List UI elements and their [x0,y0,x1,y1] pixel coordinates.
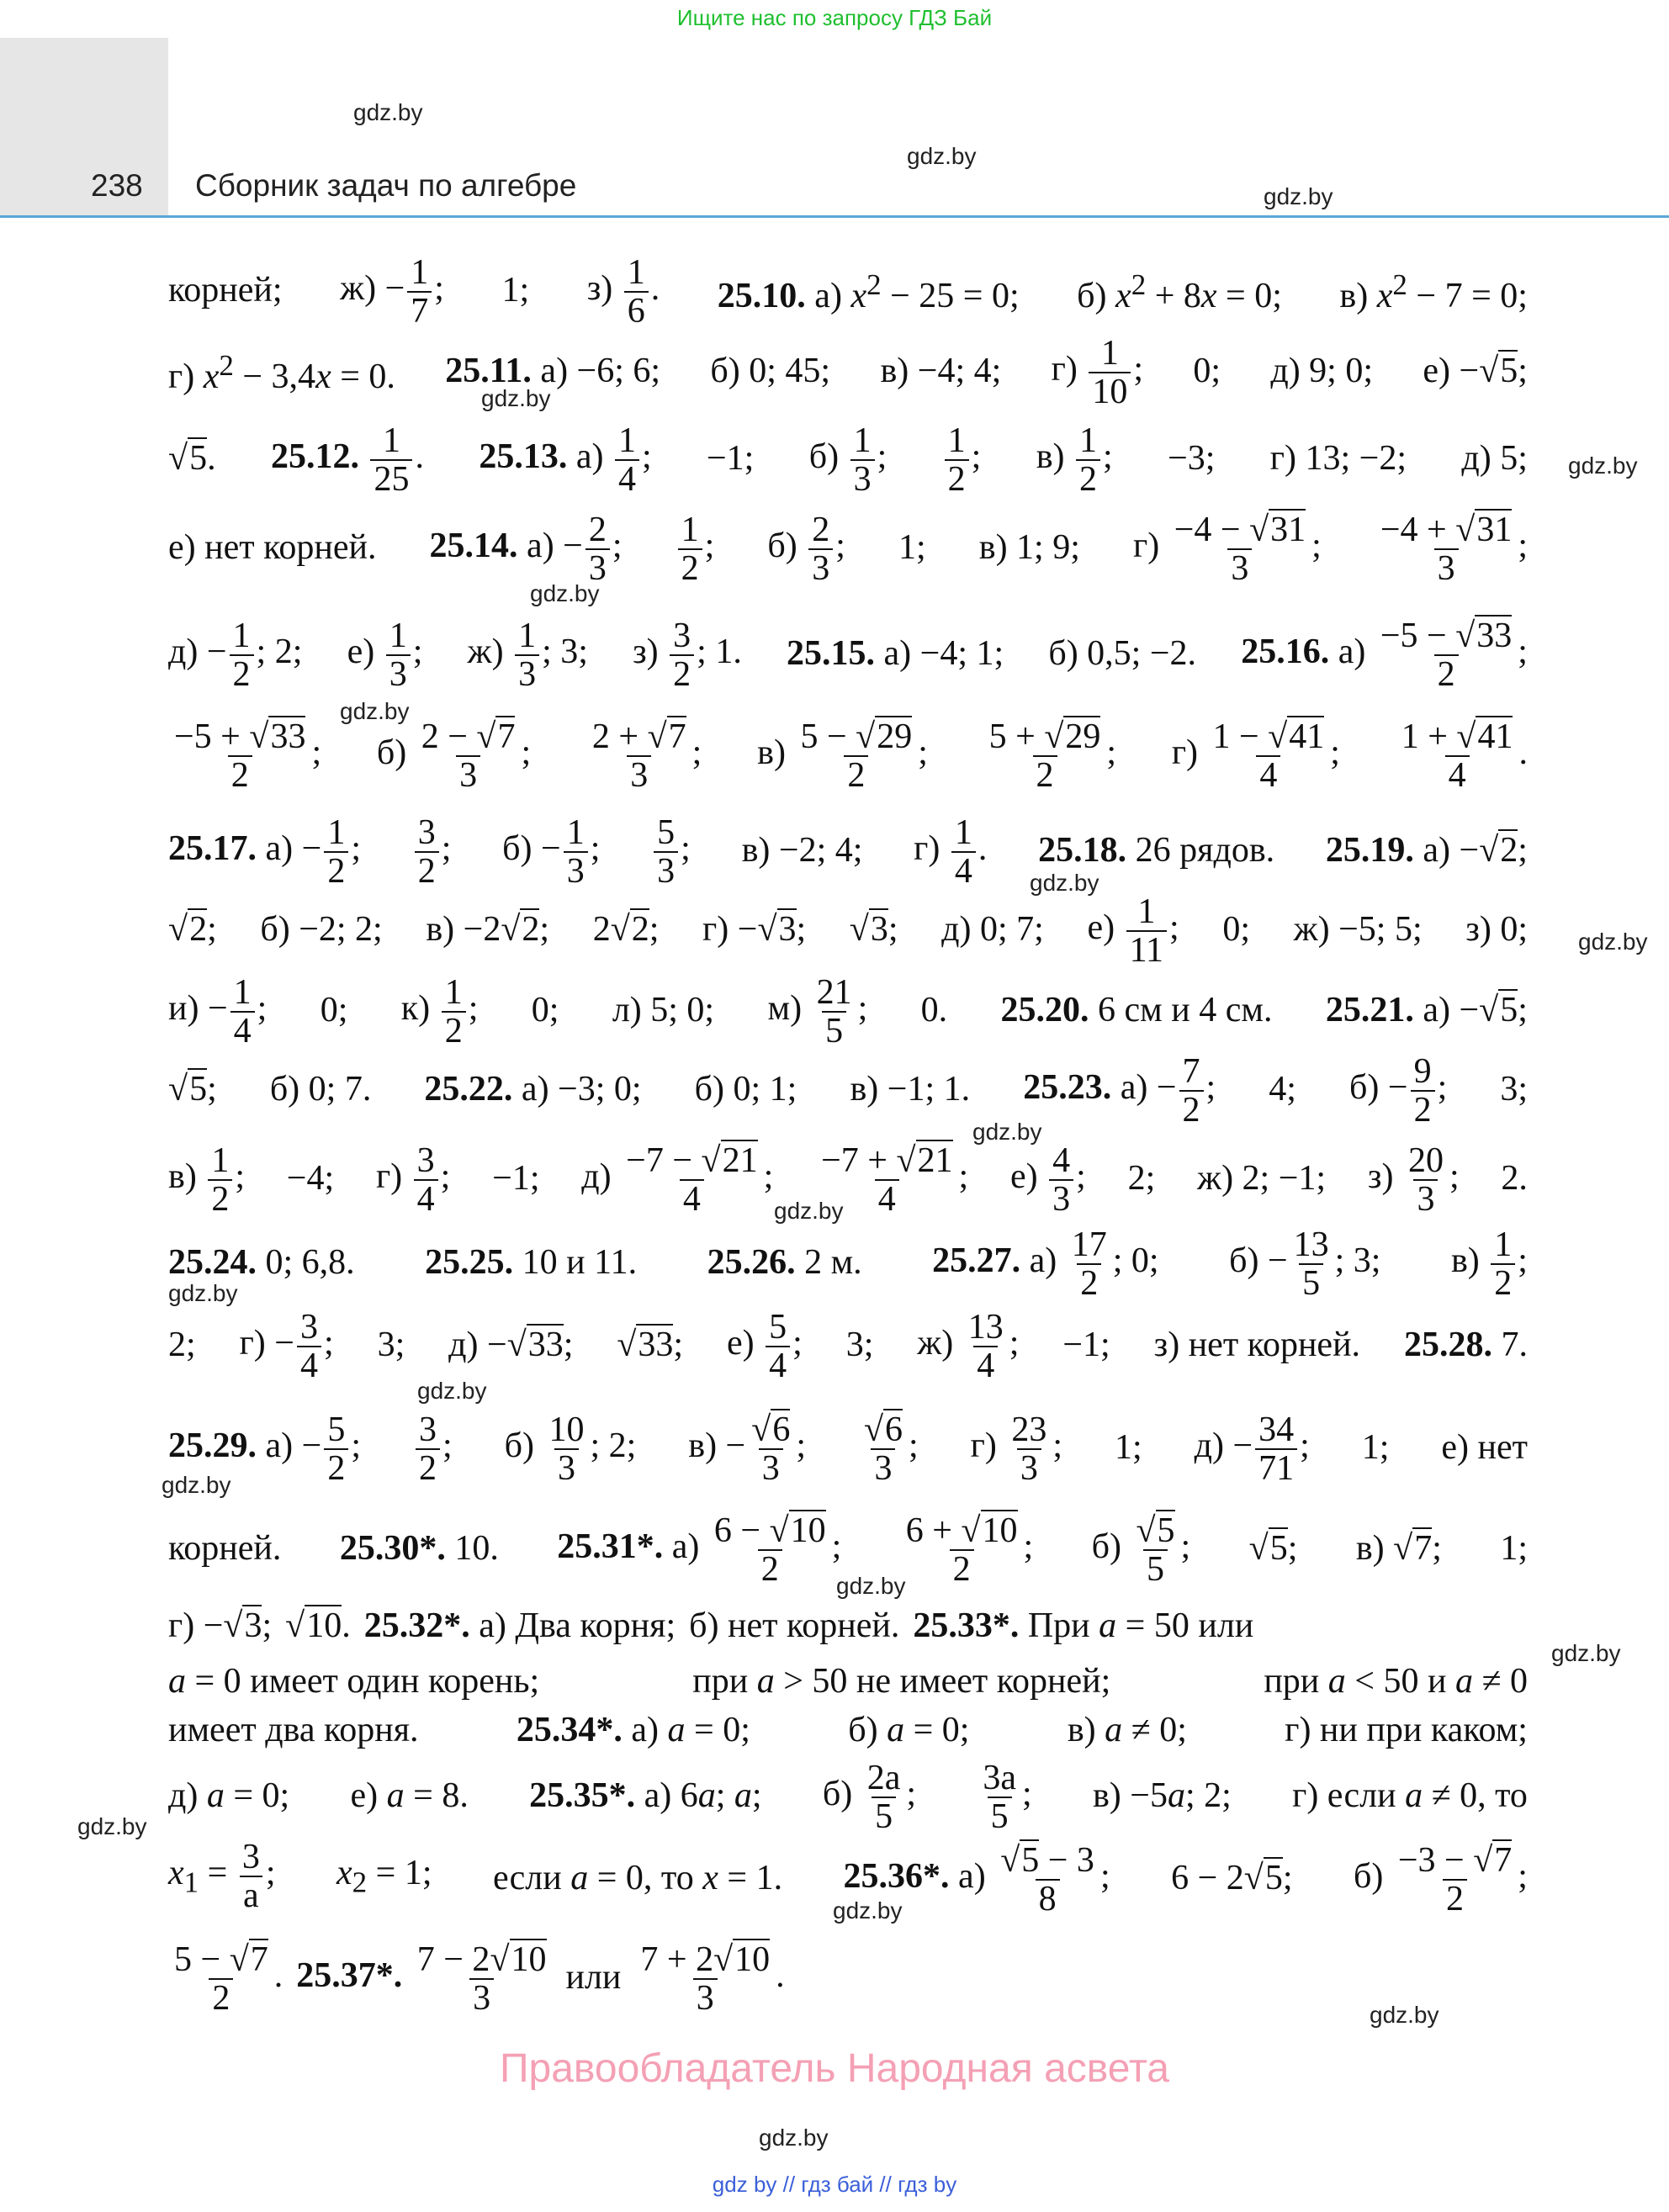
answer-line: и) − $\frac{1}{4}$ ; 0; к) $\frac{1}{2}$ ; 0; л) 5; 0; м) $\frac{21}{5}$ ; 0. 25.20. 6 см и 4 см. 25.21. а) −√5; [168,972,1528,1050]
watermark: gdz.by [1030,870,1099,896]
watermark: gdz.by [1568,452,1638,479]
header-rule [0,215,1669,218]
answer-line: √5. 25.12. $\frac{1}{25}$ . 25.13. а) $\frac{1}{4}$ ; −1; б) $\frac{1}{3}$ ; $\frac{1}{2}$ ; в) $\frac{1}{2}$ ; −3; г) 13; −2; д) 5; [168,421,1528,499]
answer-line: д) a = 0; е) a = 8. 25.35*. а) 6a; a; б) $\frac{2a}{5}$ ; $\frac{3a}{5}$ ; в) −5a; 2; г) если a ≠ 0, то [168,1758,1528,1836]
answer-line: корней. 25.30*. 10. 25.31*. а) $\frac{6 - √10}{2}$ ; $\frac{6 + √10}{2}$ ; б) $\frac{√5}{5}$ ; √5; в) √7; 1; [168,1511,1528,1589]
copyright-footer: Правообладатель Народная асвета [500,2046,1169,2091]
answer-line: 25.17. а) − $\frac{1}{2}$ ; $\frac{3}{2}$ ; б) − $\frac{1}{3}$ ; $\frac{5}{3}$ ; в) −2; 4; г) $\frac{1}{4}$ . 25.18. 26 рядов. 25.19. а) −√2; [168,812,1528,891]
footer-links[interactable]: gdz by // гдз бай // гдз by [712,2172,957,2197]
watermark: gdz.by [833,1897,903,1924]
answer-line: имеет два корня. 25.34*. а) a = 0; б) a = 0; в) a ≠ 0; г) ни при каком; [168,1711,1528,1749]
answer-line: $\frac{5 - √7}{2}$ . 25.37*. $\frac{7 - 2√10}{3}$ или $\frac{7 + 2√10}{3}$ . [174,1939,785,2018]
watermark: gdz.by [417,1378,487,1404]
answer-line: 25.29. а) − $\frac{5}{2}$ ; $\frac{3}{2}$ ; б) $\frac{10}{3}$ ; 2; в) − $\frac{√6}{3}$ ; $\frac{√6}{3}$ ; г) $\frac{23}{3}$ ; 1; д) − $\frac{34}{71}$ ; 1; е) нет [168,1410,1528,1488]
watermark: gdz.by [168,1280,238,1306]
answer-line: a = 0 имеет один корень; при a > 50 не имеет корней; при a < 50 и a ≠ 0 [168,1662,1528,1701]
top-banner: Ищите нас по запросу ГДЗ Бай [676,5,993,30]
answer-line: $\frac{-5 + √33}{2}$ ; б) $\frac{2 - √7}{3}$ ; $\frac{2 + √7}{3}$ ; в) $\frac{5 - √29}{2}$ ; $\frac{5 + √29}{2}$ ; г) $\frac{1 - √41}{4}$ ; $\frac{1 + √41}{4}$ . [174,717,1528,795]
answer-line: 25.24. 0; 6,8. 25.25. 10 и 11. 25.26. 2 м. 25.27. а) $\frac{17}{2}$ ; 0; б) − $\frac{13}{5}$ ; 3; в) $\frac{1}{2}$ ; [168,1225,1528,1303]
watermark: gdz.by [481,385,551,411]
answer-line: √2; б) −2; 2; в) −2√2; 2√2; г) −√3; √3; д) 0; 7; е) $\frac{1}{11}$ ; 0; ж) −5; 5; з) 0; [168,892,1528,970]
watermark: gdz.by [759,2125,829,2151]
watermark: gdz.by [907,143,977,169]
answer-line: е) нет корней. 25.14. а) − $\frac{2}{3}$ ; $\frac{1}{2}$ ; б) $\frac{2}{3}$ ; 1; в) 1; 9; г) $\frac{-4 - √31}{3}$ ; $\frac{-4 + √31}{3}$ ; [168,510,1528,588]
answer-line: д) − $\frac{1}{2}$ ; 2; е) $\frac{1}{3}$ ; ж) $\frac{1}{3}$ ; 3; з) $\frac{3}{2}$ ; 1. 25.15. а) −4; 1; б) 0,5; −2. 25.16. а) $\frac{-5 - √33}{2}$ ; [168,616,1528,694]
watermark: gdz.by [162,1472,231,1498]
watermark: gdz.by [340,698,410,724]
watermark: gdz.by [1578,929,1648,955]
answer-line: 2; г) − $\frac{3}{4}$ ; 3; д) −√33; √33; е) $\frac{5}{4}$ ; 3; ж) $\frac{13}{4}$ ; −1; з) нет корней. 25.28. 7. [168,1307,1528,1385]
page-number: 238 [91,168,143,203]
watermark: gdz.by [1551,1640,1621,1666]
watermark: gdz.by [972,1119,1042,1145]
watermark: gdz.by [1370,2002,1439,2028]
answer-line: г) $x^2 - 3,4x = 0$. 25.11. а) −6; 6; б) 0; 45; в) −4; 4; г) $\frac{1}{10}$ ; 0; д) 9; 0; е) −√5; [168,333,1528,411]
watermark: gdz.by [774,1198,844,1224]
answer-line: в) $\frac{1}{2}$ ; −4; г) $\frac{3}{4}$ ; −1; д) $\frac{-7 - √21}{4}$ ; $\frac{-7 + √21}{4}$ ; е) $\frac{4}{3}$ ; 2; ж) 2; −1; з) $\frac{20}{3}$ ; 2. [168,1140,1528,1219]
watermark: gdz.by [530,580,600,606]
watermark: gdz.by [353,99,423,125]
answer-line: √5; б) 0; 7. 25.22. а) −3; 0; б) 0; 1; в) −1; 1. 25.23. а) − $\frac{7}{2}$ ; 4; б) − $\frac{9}{2}$ ; 3; [168,1051,1528,1130]
running-head: Сборник задач по алгебре [195,168,577,203]
watermark: gdz.by [1264,183,1333,209]
watermark: gdz.by [77,1813,147,1839]
watermark: gdz.by [836,1573,906,1599]
page-corner-tab [0,38,168,217]
answer-line: $x_1$ = $\frac{3}{a}$ ; $x_2 = 1$; если a = 0, то x = 1. 25.36*. а) $\frac{√5 - 3}{8}$ ; 6 − 2√5; б) $\frac{-3 - √7}{2}$ ; [168,1837,1528,1918]
answer-line: г) −√3; √10. 25.32*. а) Два корня; б) нет корней. 25.33*. При a = 50 или [168,1606,1254,1645]
answer-line: корней; ж) − $\frac{1}{7}$ ; 1; з) $\frac{1}{6}$ . 25.10. а) $x^2 - 25 = 0$; б) $x^2 + 8x = 0$; в) $x^2 - 7 = 0$; [168,252,1528,331]
